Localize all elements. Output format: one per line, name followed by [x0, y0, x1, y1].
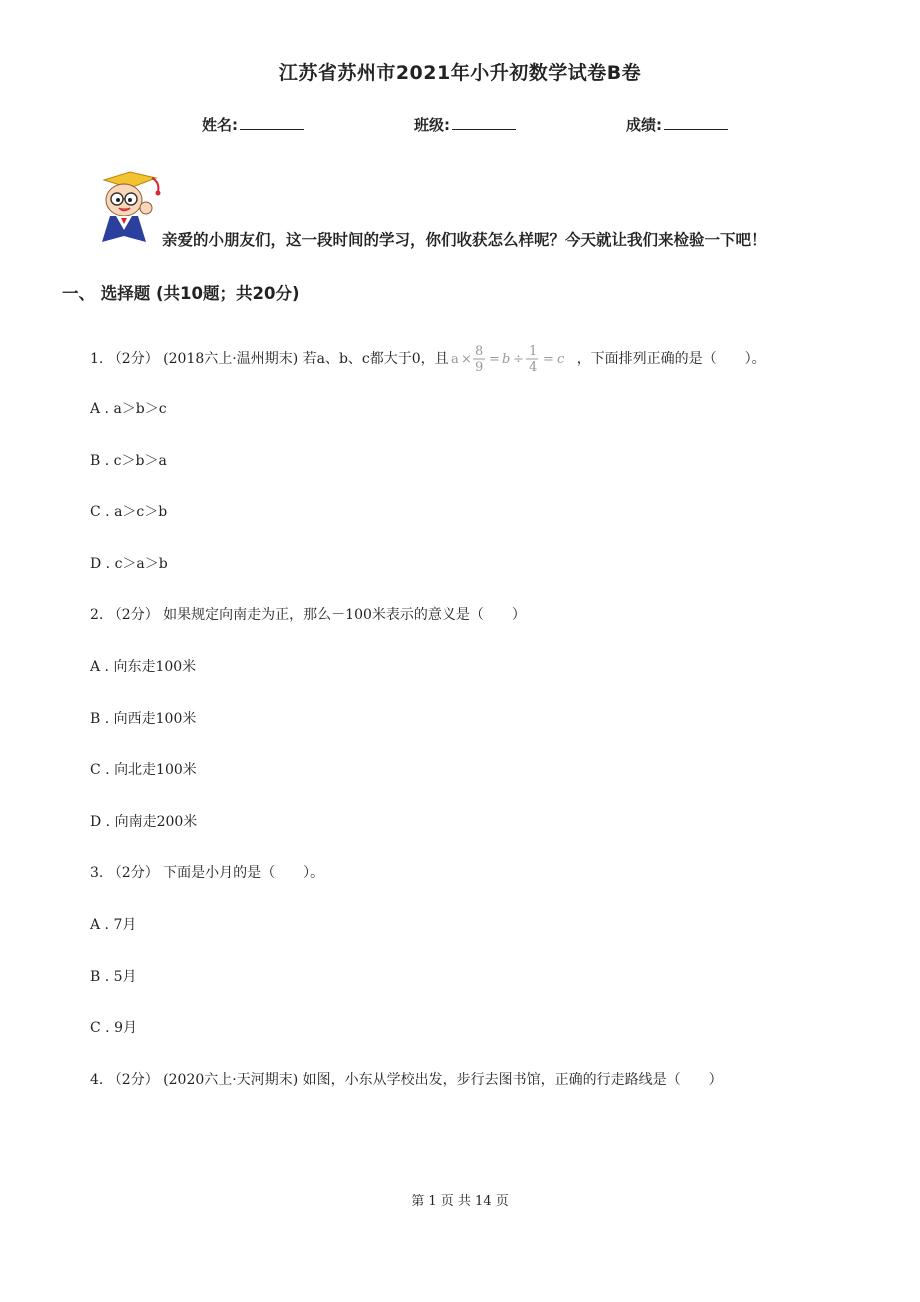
svg-text:=: =	[542, 352, 554, 367]
question-2-option-d[interactable]: D . 向南走200米	[90, 814, 198, 830]
question-1-stem	[90, 344, 766, 374]
page-title: 江苏省苏州市2021年小升初数学试卷B卷	[278, 62, 642, 84]
question-1-option-c[interactable]: C . a＞c＞b	[90, 504, 168, 520]
svg-text:8: 8	[474, 344, 483, 359]
question-1-formula	[451, 344, 575, 374]
score-field	[626, 114, 728, 135]
class-blank	[452, 114, 516, 130]
question-3-option-a[interactable]: A . 7月	[90, 917, 137, 933]
svg-text:9: 9	[474, 360, 483, 374]
section-heading: 一、 选择题 (共10题；共20分)	[62, 284, 300, 303]
question-1-text-after: ，下面排列正确的是（ ）。	[576, 351, 766, 367]
question-3-option-c[interactable]: C . 9月	[90, 1020, 137, 1036]
class-field	[414, 114, 516, 135]
svg-text:a: a	[450, 352, 459, 367]
svg-text:b: b	[501, 352, 511, 367]
question-4-stem: 4. （2分） (2020六上·天河期末) 如图，小东从学校出发，步行去图书馆，正确的行走路线是（ ）	[90, 1072, 723, 1088]
name-field	[202, 114, 304, 135]
score-blank	[664, 114, 728, 130]
page-footer: 第 1 页 共 14 页	[411, 1194, 509, 1209]
question-1-option-a[interactable]: A . a＞b＞c	[90, 401, 167, 417]
mascot-illustration	[90, 166, 168, 246]
question-2-option-b[interactable]: B . 向西走100米	[90, 711, 197, 727]
name-blank	[240, 114, 304, 130]
name-label: 姓名:	[202, 116, 238, 134]
svg-text:×: ×	[460, 352, 472, 367]
svg-text:1: 1	[528, 344, 537, 359]
question-3-stem: 3. （2分） 下面是小月的是（ ）。	[90, 865, 325, 881]
question-2-stem: 2. （2分） 如果规定向南走为正，那么－100米表示的意义是（ ）	[90, 607, 526, 623]
question-1-option-d[interactable]: D . c＞a＞b	[90, 556, 168, 572]
svg-text:c: c	[556, 352, 564, 367]
question-3-option-b[interactable]: B . 5月	[90, 969, 137, 985]
svg-text:÷: ÷	[512, 352, 524, 367]
question-1-text-before: 1. （2分） (2018六上·温州期末) 若a、b、c都大于0，且	[90, 351, 449, 367]
question-2-option-a[interactable]: A . 向东走100米	[90, 659, 197, 675]
question-2-option-c[interactable]: C . 向北走100米	[90, 762, 197, 778]
svg-text:4: 4	[528, 360, 537, 374]
svg-text:=: =	[488, 352, 500, 367]
score-label: 成绩:	[626, 116, 662, 134]
question-1-option-b[interactable]: B . c＞b＞a	[90, 453, 167, 469]
class-label: 班级:	[414, 116, 450, 134]
greeting-text: 亲爱的小朋友们，这一段时间的学习，你们收获怎么样呢？今天就让我们来检验一下吧！	[162, 231, 767, 249]
